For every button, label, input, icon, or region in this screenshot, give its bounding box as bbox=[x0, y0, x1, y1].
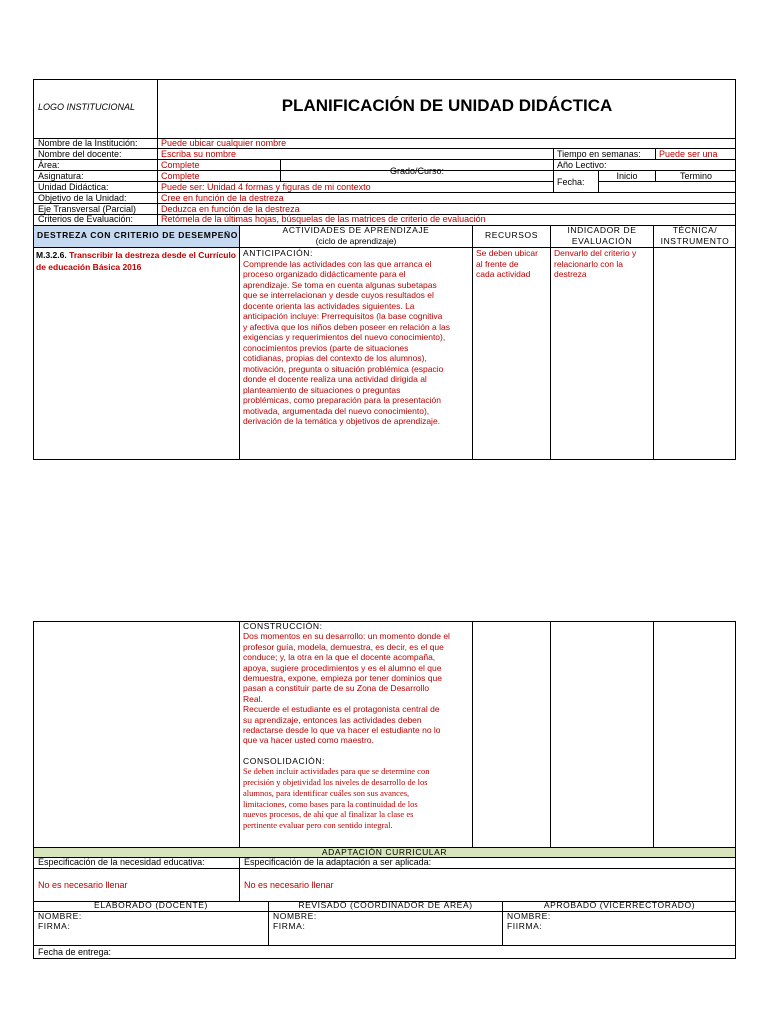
necesidad-label: Especificación de la necesidad educativa: bbox=[38, 857, 205, 867]
construccion-line: Dos momentos en su desarrollo: un momento donde el bbox=[243, 631, 450, 642]
recursos-line: cada actividad bbox=[476, 269, 531, 279]
recursos-line: Se deben ubicar bbox=[476, 248, 538, 258]
elaborado-firma[interactable]: FIRMA: bbox=[38, 922, 71, 931]
anticipacion-line: anticipación incluye: Prerrequisitos (la base cognitiva bbox=[243, 311, 443, 321]
eje-label: Eje Transversal (Parcial) bbox=[38, 204, 137, 214]
construccion-line: pasan a constituir parte de su Zona de Desarrollo bbox=[243, 683, 430, 694]
institucion-value[interactable]: Puede ubicar cualquier nombre bbox=[161, 138, 287, 148]
anticipacion-line: problémicas, como preparación para la presentación bbox=[243, 395, 441, 405]
anticipacion-line: Comprende las actividades con las que arranca el bbox=[243, 258, 432, 269]
construccion-line: profesor guía, modela, demuestra, es decir, es el que bbox=[243, 641, 444, 652]
tecnica-header-line2: INSTRUMENTO bbox=[660, 237, 730, 246]
termino-label: Termino bbox=[679, 171, 712, 181]
anticipacion-line: exigencias y requerimientos del nuevo conocimiento), bbox=[243, 332, 446, 342]
indicador-line: destreza bbox=[554, 269, 587, 279]
construccion-line: Recuerde el estudiante es el protagonista central de bbox=[243, 704, 440, 715]
page-title: PLANIFICACIÓN DE UNIDAD DIDÁCTICA bbox=[281, 96, 613, 115]
destreza-cell[interactable] bbox=[36, 249, 236, 273]
construccion-text bbox=[243, 631, 469, 745]
revisado-header: REVISADO (COORDINADOR DE ÁREA) bbox=[298, 901, 473, 910]
unidad-value[interactable]: Puede ser: Unidad 4 formas y figuras de mi contexto bbox=[161, 182, 371, 192]
anticipacion-title: ANTICIPACIÓN: bbox=[243, 248, 313, 258]
consolidacion-line: Se deben incluir actividades para que se determine con bbox=[243, 766, 430, 777]
fecha-label: Fecha: bbox=[557, 177, 585, 187]
anticipacion-line: motivada, argumentada del nuevo conocimiento), bbox=[243, 405, 430, 416]
recursos-header: RECURSOS bbox=[485, 231, 538, 240]
adaptacion-label: Especificación de la adaptación a ser aplicada: bbox=[244, 857, 432, 867]
actividades-subheader: (ciclo de aprendizaje) bbox=[315, 237, 397, 246]
docente-label: Nombre del docente: bbox=[38, 149, 122, 159]
consolidacion-line: pertinente evaluar pero con sentido integral. bbox=[243, 820, 393, 831]
anticipacion-line: aprendizaje. Se toma en cuenta algunas subetapas bbox=[243, 279, 437, 290]
anio-label: Año Lectivo: bbox=[557, 160, 607, 170]
recursos-cell[interactable] bbox=[476, 248, 547, 280]
consolidacion-text bbox=[243, 766, 469, 831]
construccion-line: conduce; y, la otra en la que el docente acompaña, bbox=[243, 652, 436, 663]
docente-value[interactable]: Escriba su nombre bbox=[161, 149, 237, 159]
anticipacion-line: proceso organizado didácticamente para el bbox=[243, 269, 406, 279]
aprobado-firma[interactable]: FIIRMA: bbox=[507, 922, 543, 931]
adaptacion-value[interactable]: No es necesario llenar bbox=[244, 880, 334, 890]
anticipacion-line: donde el docente realiza una actividad dirigida al bbox=[243, 374, 427, 384]
grado-label: Grado/Curso: bbox=[389, 166, 445, 176]
area-value[interactable]: Complete bbox=[161, 160, 200, 170]
construccion-line: redactarse desde lo que va hacer el estudiante no lo bbox=[243, 725, 441, 736]
elaborado-header: ELABORADO (DOCENTE) bbox=[94, 901, 208, 910]
anticipacion-line: conocimientos previos (parte de situaciones bbox=[243, 342, 409, 353]
anticipacion-line: derivación de la temática y objetivos de aprendizaje. bbox=[243, 416, 441, 426]
construccion-line: Real. bbox=[243, 693, 263, 704]
indicador-line: relacionarlo con la bbox=[554, 258, 623, 269]
consolidacion-line: limitaciones, como bases para la continuidad de los bbox=[243, 798, 418, 809]
recursos-line: al frente de bbox=[476, 258, 519, 269]
anticipacion-text bbox=[243, 259, 469, 427]
unidad-label: Unidad Didáctica: bbox=[38, 182, 109, 192]
fecha-entrega[interactable]: Fecha de entrega: bbox=[38, 947, 112, 957]
eje-value[interactable]: Deduzca en función de la destreza bbox=[161, 204, 300, 214]
actividades-header: ACTIVIDADES DE APRENDIZAJE bbox=[282, 226, 430, 235]
criterios-value[interactable]: Retómela de la últimas hojas, búsquelas de las matrices de criterio de evaluación bbox=[161, 214, 486, 224]
elaborado-nombre[interactable]: NOMBRE: bbox=[38, 912, 82, 921]
construccion-cell[interactable] bbox=[243, 621, 469, 831]
institucion-label: Nombre de la Institución: bbox=[38, 138, 138, 148]
construccion-line: apoya, sugiere procedimientos y es el alumno el que bbox=[243, 662, 442, 673]
asignatura-label: Asignatura: bbox=[38, 171, 84, 181]
anticipacion-line: que se interrelacionan y desde cuyos resultados el bbox=[243, 290, 434, 300]
indicador-header-line2: EVALUACIÓN bbox=[571, 237, 633, 246]
aprobado-nombre[interactable]: NOMBRE: bbox=[507, 912, 551, 921]
inicio-label: Inicio bbox=[616, 171, 638, 181]
objetivo-value[interactable]: Cree en función de la destreza bbox=[161, 193, 284, 203]
objetivo-label: Objetivo de la Unidad: bbox=[38, 193, 127, 203]
tiempo-label: Tiempo en semanas: bbox=[557, 149, 641, 159]
construccion-line: que va hacer usted como maestro. bbox=[243, 735, 374, 746]
tecnica-header-line1: TÉCNICA/ bbox=[672, 226, 718, 235]
anticipacion-line: cotidianas, propias del contexto de los alumnos), bbox=[243, 353, 427, 363]
aprobado-header: APROBADO (VICERRECTORADO) bbox=[543, 901, 696, 910]
indicador-header-line1: INDICADOR DE bbox=[567, 226, 637, 235]
tiempo-value[interactable]: Puede ser una bbox=[659, 149, 718, 159]
anticipacion-line: y afectiva que los niños deben poseer en relación a las bbox=[243, 321, 450, 332]
indicador-line: Denvarlo del criterio y bbox=[554, 248, 637, 258]
anticipacion-line: docente orienta las actividades siguientes. La bbox=[243, 300, 415, 311]
construccion-line: su aprendizaje, entonces las actividades deben bbox=[243, 714, 422, 725]
consolidacion-title: CONSOLIDACIÓN: bbox=[243, 755, 326, 766]
anticipacion-cell[interactable] bbox=[243, 248, 469, 427]
necesidad-value[interactable]: No es necesario llenar bbox=[38, 880, 128, 890]
anticipacion-line: motivación, pregunta o situación problémica (espacio bbox=[243, 363, 444, 374]
indicador-cell[interactable] bbox=[554, 248, 650, 280]
area-label: Área: bbox=[38, 160, 60, 170]
anticipacion-line: planteamiento de situaciones o preguntas bbox=[243, 384, 401, 395]
asignatura-value[interactable]: Complete bbox=[161, 171, 200, 181]
construccion-title: CONSTRUCCIÓN: bbox=[243, 621, 323, 631]
consolidacion-line: nuevos procesos, de ahí que al finalizar la clase es bbox=[243, 809, 414, 820]
destreza-text: Transcribir la destreza desde el Currículo de educación Básica 2016 bbox=[36, 250, 236, 272]
revisado-firma[interactable]: FIRMA: bbox=[273, 922, 306, 931]
consolidacion-line: precisión y objetividad los niveles de desarrollo de los bbox=[243, 777, 428, 788]
construccion-line: demuestra, expone, empieza por tener dominios que bbox=[243, 673, 442, 684]
adaptacion-title: ADAPTACIÓN CURRICULAR bbox=[321, 847, 448, 857]
destreza-code: M.3.2.6. bbox=[36, 250, 67, 260]
logo-placeholder: LOGO INSTITUCIONAL bbox=[38, 102, 136, 112]
revisado-nombre[interactable]: NOMBRE: bbox=[273, 912, 317, 921]
destreza-header: DESTREZA CON CRITERIO DE DESEMPEÑO bbox=[37, 231, 238, 240]
consolidacion-line: alumnos, para identificar cuáles son sus avances, bbox=[243, 787, 410, 798]
criterios-label: Criterios de Evaluación: bbox=[38, 214, 134, 224]
